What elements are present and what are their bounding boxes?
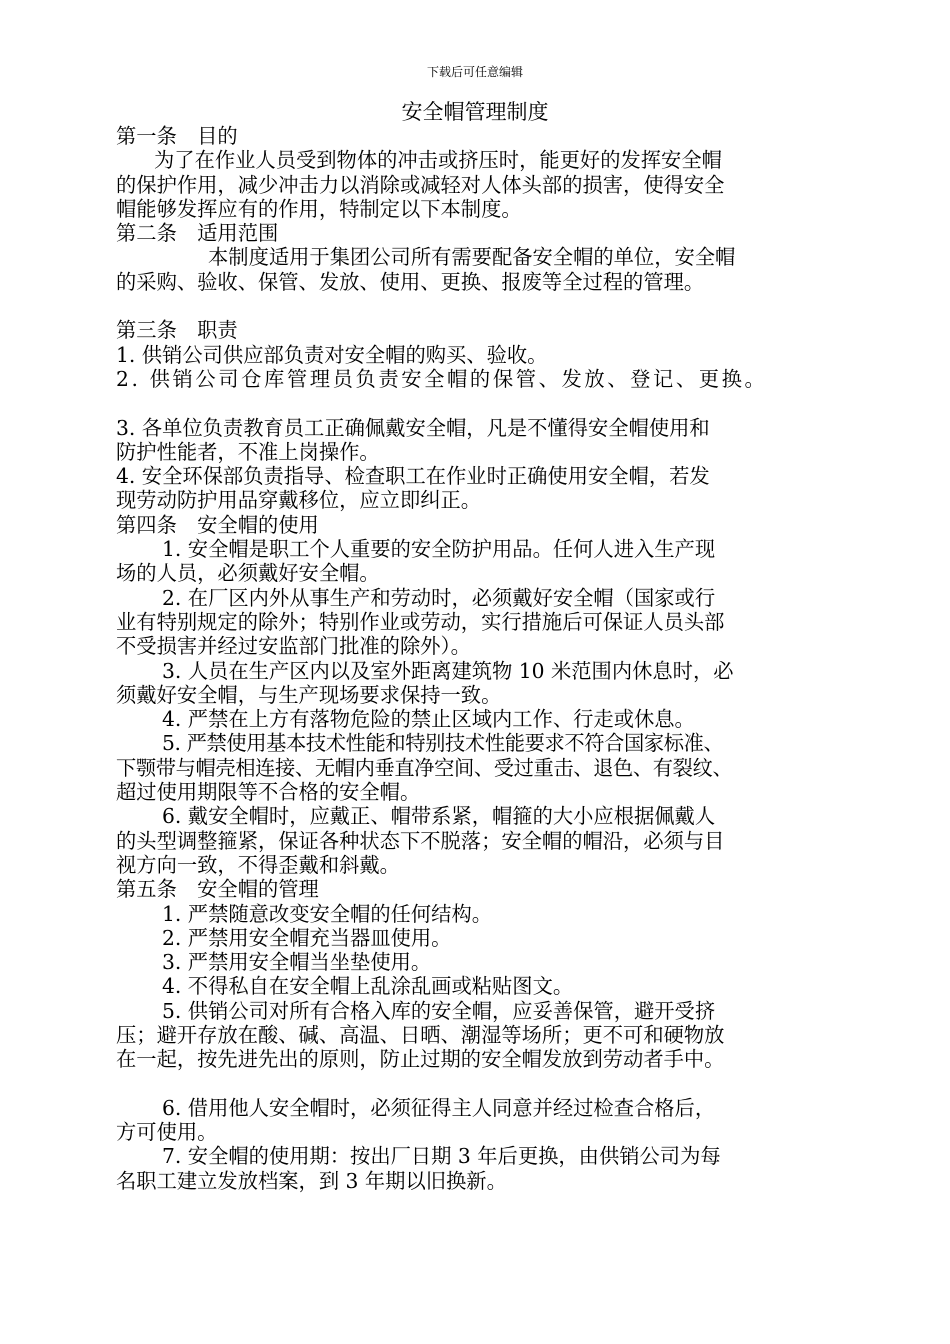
list-item: 5. 供销公司对所有合格入库的安全帽，应妥善保管，避开受挤 xyxy=(162,998,716,1023)
paragraph-line: 为了在作业人员受到物体的冲击或挤压时，能更好的发挥安全帽 xyxy=(154,148,722,173)
header-note: 下载后可任意编辑 xyxy=(426,65,523,79)
section-heading-5: 第五条 安全帽的管理 xyxy=(116,877,319,902)
list-item: 1. 安全帽是职工个人重要的安全防护用品。任何人进入生产现 xyxy=(162,537,716,562)
list-item: 3. 各单位负责教育员工正确佩戴安全帽，凡是不懂得安全帽使用和 xyxy=(116,415,710,440)
list-item: 1. 严禁随意改变安全帽的任何结构。 xyxy=(162,901,493,926)
list-item: 方可使用。 xyxy=(116,1120,218,1145)
list-item: 2. 严禁用安全帽充当器皿使用。 xyxy=(162,925,452,950)
document-body xyxy=(116,124,852,1193)
list-item: 不受损害并经过安监部门批准的除外）。 xyxy=(116,634,471,659)
list-item: 5. 严禁使用基本技术性能和特别技术性能要求不符合国家标准、 xyxy=(162,731,724,756)
list-item: 下颚带与帽壳相连接、无帽内垂直净空间、受过重击、退色、有裂纹、 xyxy=(116,755,733,780)
list-item: 超过使用期限等不合格的安全帽。 xyxy=(116,780,421,805)
list-item: 3. 人员在生产区内以及室外距离建筑物 10 米范围内休息时，必 xyxy=(162,658,734,683)
paragraph-line: 的采购、验收、保管、发放、使用、更换、报废等全过程的管理。 xyxy=(116,269,705,294)
paragraph-line: 的保护作用，减少冲击力以消除或减轻对人体头部的损害，使得安全 xyxy=(116,172,725,197)
document-title: 安全帽管理制度 xyxy=(401,100,549,124)
list-item: 名职工建立发放档案，到 3 年期以旧换新。 xyxy=(116,1168,507,1193)
list-item: 2. 供销公司仓库管理员负责安全帽的保管、发放、登记、更换。 xyxy=(116,366,768,391)
list-item: 1. 供销公司供应部负责对安全帽的购买、验收。 xyxy=(116,342,548,367)
section-heading-4: 第四条 安全帽的使用 xyxy=(116,512,319,537)
paragraph-line: 帽能够发挥应有的作用，特制定以下本制度。 xyxy=(116,196,522,221)
list-item: 4. 安全环保部负责指导、检查职工在作业时正确使用安全帽，若发 xyxy=(116,464,710,489)
list-item: 压；避开存放在酸、碱、高温、日晒、潮湿等场所；更不可和硬物放 xyxy=(116,1022,725,1047)
section-heading-1: 第一条 目的 xyxy=(116,124,238,148)
list-item: 须戴好安全帽，与生产现场要求保持一致。 xyxy=(116,682,502,707)
section-heading-2: 第二条 适用范围 xyxy=(116,221,279,246)
list-item: 6. 戴安全帽时，应戴正、帽带系紧，帽箍的大小应根据佩戴人 xyxy=(162,804,716,829)
list-item: 7. 安全帽的使用期：按出厂日期 3 年后更换，由供销公司为每 xyxy=(162,1144,721,1169)
list-item: 现劳动防护用品穿戴移位，应立即纠正。 xyxy=(116,488,482,513)
list-item: 防护性能者，不准上岗操作。 xyxy=(116,439,380,464)
list-item: 场的人员，必须戴好安全帽。 xyxy=(116,561,380,586)
list-item: 4. 严禁在上方有落物危险的禁止区域内工作、行走或休息。 xyxy=(162,707,695,732)
list-item: 业有特别规定的除外；特别作业或劳动，实行措施后可保证人员头部 xyxy=(116,609,725,634)
paragraph-line: 本制度适用于集团公司所有需要配备安全帽的单位，安全帽 xyxy=(208,245,736,270)
list-item: 的头型调整箍紧，保证各种状态下不脱落；安全帽的帽沿，必须与目 xyxy=(116,828,725,853)
list-item: 视方向一致，不得歪戴和斜戴。 xyxy=(116,852,400,877)
list-item: 3. 严禁用安全帽当坐垫使用。 xyxy=(162,950,432,975)
list-item: 4. 不得私自在安全帽上乱涂乱画或粘贴图文。 xyxy=(162,974,574,999)
list-item: 6. 借用他人安全帽时，必须征得主人同意并经过检查合格后， xyxy=(162,1095,716,1120)
list-item: 在一起，按先进先出的原则，防止过期的安全帽发放到劳动者手中。 xyxy=(116,1047,725,1072)
section-heading-3: 第三条 职责 xyxy=(116,318,238,343)
list-item: 2. 在厂区内外从事生产和劳动时，必须戴好安全帽（国家或行 xyxy=(162,585,716,610)
